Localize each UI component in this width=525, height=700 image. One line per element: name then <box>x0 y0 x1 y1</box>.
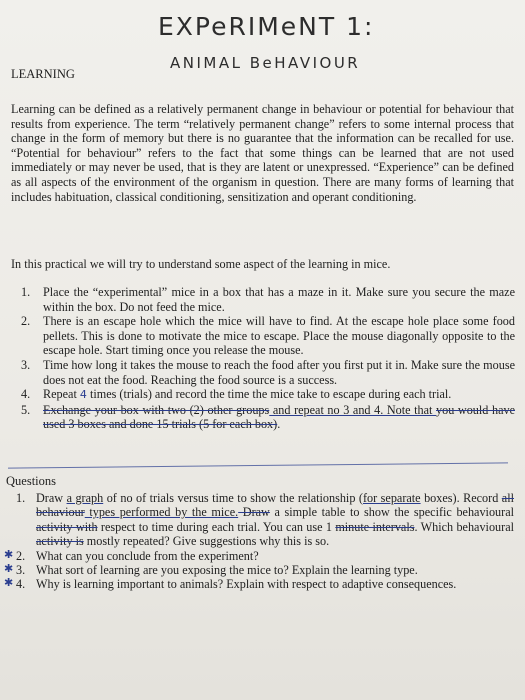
questions-heading: Questions <box>6 474 56 488</box>
question-item: ✱ 3. What sort of learning are you exposing the mice to? Explain the learning type. <box>4 562 418 578</box>
struck-text: activity with <box>36 519 98 534</box>
struck-text: you would have used 3 boxes and done 15 trials (5 for each box) <box>43 402 515 432</box>
procedure-list <box>21 285 515 432</box>
procedure-step: 3. Time how long it takes the mouse to reach the food after you first put it in. Make sure the mouse does not eat the food. Reaching the food source is a success. <box>21 357 515 387</box>
page-title: EXPeRIMeNT 1: <box>158 12 375 41</box>
pen-stroke <box>8 462 508 468</box>
question-item: 1. Draw a graph of no of trials versus time to show the relationship (for separate boxes). Record all behaviour types performed by the mice. Draw a simple table to show the specific behavioural activity with respect to time during each trial. You can use 1 minute intervals. Which behavioural activity is mostly repeated? Give suggestions why this is so. <box>16 491 514 549</box>
star-mark-icon: ✱ <box>4 562 14 576</box>
procedure-step: 1. Place the “experimental” mice in a box that has a maze in it. Make sure you secure the maze within the box. Do not feed the mice. <box>21 285 515 314</box>
star-mark-icon: ✱ <box>4 576 14 590</box>
star-mark-icon: ✱ <box>4 547 14 561</box>
procedure-step: 2. There is an escape hole which the mice will have to find. At the escape hole place some food pellets. This is done to motivate the mice to escape. Place the mouse diagonally opposite to the escape hole. Start timing once you release the mouse. <box>21 314 515 358</box>
struck-text: all behaviour <box>36 491 514 520</box>
struck-text: Draw <box>238 505 270 520</box>
struck-text: minute intervals <box>335 519 415 534</box>
question-item: ✱ 2. What can you conclude from the experiment? <box>4 547 259 563</box>
handwritten-trial-count: 4 <box>79 388 87 402</box>
procedure-step: 4. Repeat 4 times (trials) and record the time the mice take to escape during each trial. <box>21 387 452 402</box>
struck-text: Exchange your box with two (2) other groups <box>43 402 270 417</box>
practical-statement: In this practical we will try to understand some aspect of the learning in mice. <box>11 257 391 271</box>
questions-list <box>4 491 514 592</box>
section-heading: LEARNING <box>11 67 75 81</box>
page-subtitle: ANIMAL BeHAVIOUR <box>170 54 361 72</box>
intro-paragraph: Learning can be defined as a relatively permanent change in behaviour or potential for behaviour that results from experience. The term “relatively permanent change” refers to some internal process that change in the form of memory but there is no guarantee that the information can be recalled for use. “Potential for behaviour” refers to the fact that some things can be learned that are not used immediately or may never be used, that is they are latent or unexpressed. “Experience” can be defined as all aspects of the environment of the organism in question. There are many forms of learning that includes habituation, classical conditioning, sensitization and operant conditioning. <box>11 102 514 204</box>
question-item: ✱ 4. Why is learning important to animals? Explain with respect to adaptive consequences. <box>4 576 457 592</box>
procedure-step: 5. Exchange your box with two (2) other groups and repeat no 3 and 4. Note that you would have used 3 boxes and done 15 trials (5 for each box). <box>21 402 515 432</box>
struck-text: activity is <box>36 534 84 549</box>
